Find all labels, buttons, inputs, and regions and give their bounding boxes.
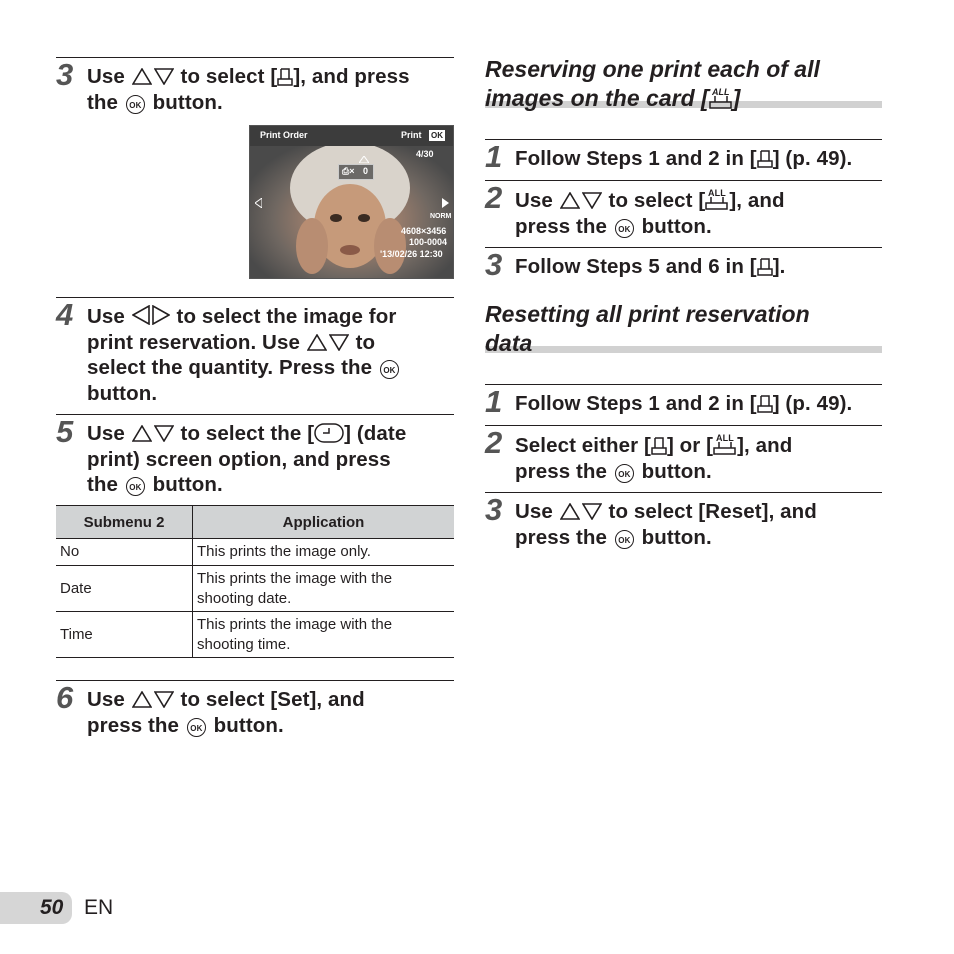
screen-right-arrow-icon	[442, 198, 449, 208]
table-cell: This prints the image only.	[193, 539, 455, 566]
step-5	[56, 414, 454, 501]
step-number: 3	[56, 57, 74, 92]
step-text: Use to select the [ ] (date print) screen option, and press the OK button.	[87, 422, 407, 496]
ok-button-icon: OK	[615, 464, 634, 483]
step-number: 5	[56, 414, 74, 449]
table-header: Application	[193, 506, 455, 539]
step-text: Follow Steps 1 and 2 in [ ] (p. 49).	[515, 392, 853, 415]
reset-step-1	[485, 384, 882, 425]
step-text: Follow Steps 5 and 6 in [ ].	[515, 255, 786, 278]
step-number: 2	[485, 180, 503, 215]
camera-screen	[249, 125, 454, 279]
up-triangle-icon	[307, 334, 327, 351]
reserve-step-1	[485, 139, 882, 180]
ok-button-icon: OK	[615, 530, 634, 549]
ok-button-icon: OK	[615, 219, 634, 238]
right-triangle-icon	[152, 305, 170, 325]
screen-print-label: Print	[401, 130, 422, 140]
screen-datetime: '13/02/26 12:30	[380, 249, 443, 259]
ok-button-icon: OK	[187, 718, 206, 737]
step-text: Select either [ ] or [ ALL ], and press the OK button.	[515, 433, 793, 483]
step-number: 6	[56, 680, 74, 715]
ok-button-icon: OK	[380, 360, 399, 379]
table-header: Submenu 2	[56, 506, 193, 539]
up-triangle-icon	[132, 68, 152, 85]
down-triangle-icon	[582, 503, 602, 520]
table-cell: This prints the image with the shooting time.	[193, 612, 455, 658]
step-3	[56, 57, 454, 118]
screen-file: 100-0004	[409, 237, 448, 247]
print-all-icon	[705, 187, 729, 211]
step-text: Follow Steps 1 and 2 in [ ] (p. 49).	[515, 147, 853, 170]
print-all-icon	[713, 432, 737, 456]
svg-text:ALL: ALL	[716, 433, 734, 443]
ok-button-icon: OK	[126, 477, 145, 496]
print-all-icon	[709, 86, 733, 110]
print-icon	[757, 394, 773, 413]
step-number: 1	[485, 384, 503, 419]
screen-resolution: 4608×3456	[401, 226, 447, 236]
section-heading-reserve: Reserving one print each of all images on the card [ ALL ]	[485, 56, 820, 111]
page-number: 50	[40, 896, 64, 919]
date-print-icon	[314, 423, 344, 443]
print-icon	[757, 149, 773, 168]
down-triangle-icon	[582, 192, 602, 209]
reset-step-3	[485, 492, 882, 557]
up-triangle-icon	[132, 425, 152, 442]
print-icon	[651, 436, 667, 455]
down-triangle-icon	[154, 691, 174, 708]
reserve-step-2	[485, 180, 882, 245]
step-text: Use to select [ ALL ], and press the OK button.	[515, 188, 785, 238]
screen-title: Print Order	[260, 130, 308, 140]
table-header-row	[56, 506, 454, 539]
screen-qty-box	[338, 164, 374, 180]
svg-text:ALL: ALL	[711, 87, 730, 97]
down-triangle-icon	[154, 425, 174, 442]
svg-text:ALL: ALL	[708, 188, 727, 198]
step-text: Use to select [Reset], and press the OK button.	[515, 500, 817, 549]
down-triangle-icon	[329, 334, 349, 351]
table-cell: This prints the image with the shooting date.	[193, 566, 455, 612]
print-icon	[277, 67, 293, 86]
step-number: 2	[485, 425, 503, 460]
reserve-step-3	[485, 247, 882, 288]
table-cell: Time	[56, 612, 193, 658]
left-triangle-icon	[132, 305, 150, 325]
screen-print-icon: ⎙×	[342, 166, 355, 176]
table-row	[56, 539, 454, 566]
table-cell: No	[56, 539, 193, 566]
screen-quality: NORM	[430, 213, 452, 220]
screen-qty: 0	[363, 166, 369, 176]
step-number: 3	[485, 492, 503, 527]
up-triangle-icon	[560, 503, 580, 520]
screen-ok-badge: OK	[431, 131, 443, 140]
screen-counter: 4/30	[416, 149, 434, 159]
section-heading-reset: Resetting all print reservation data	[485, 301, 810, 356]
page-language: EN	[84, 896, 114, 919]
step-number: 4	[56, 297, 74, 332]
step-number: 3	[485, 247, 503, 282]
step-number: 1	[485, 139, 503, 174]
print-icon	[757, 257, 773, 276]
step-text: Use to select [Set], and press the OK button.	[87, 688, 365, 737]
step-6	[56, 680, 454, 741]
screen-left-arrow-icon	[255, 198, 262, 208]
up-triangle-icon	[132, 691, 152, 708]
table-row	[56, 566, 454, 612]
reset-step-2	[485, 425, 882, 490]
screen-up-arrow-icon	[359, 156, 369, 163]
down-triangle-icon	[154, 68, 174, 85]
screen-top-bar	[250, 126, 453, 146]
table-row	[56, 612, 454, 658]
ok-button-icon: OK	[126, 95, 145, 114]
step-text: Use to select the image for print reservation. Use to select the quantity. Press the OK button.	[87, 304, 401, 406]
up-triangle-icon	[560, 192, 580, 209]
submenu-table	[56, 505, 454, 658]
step-4	[56, 297, 454, 408]
step-text: Use to select [ ], and press the OK button.	[87, 65, 410, 114]
table-cell: Date	[56, 566, 193, 612]
